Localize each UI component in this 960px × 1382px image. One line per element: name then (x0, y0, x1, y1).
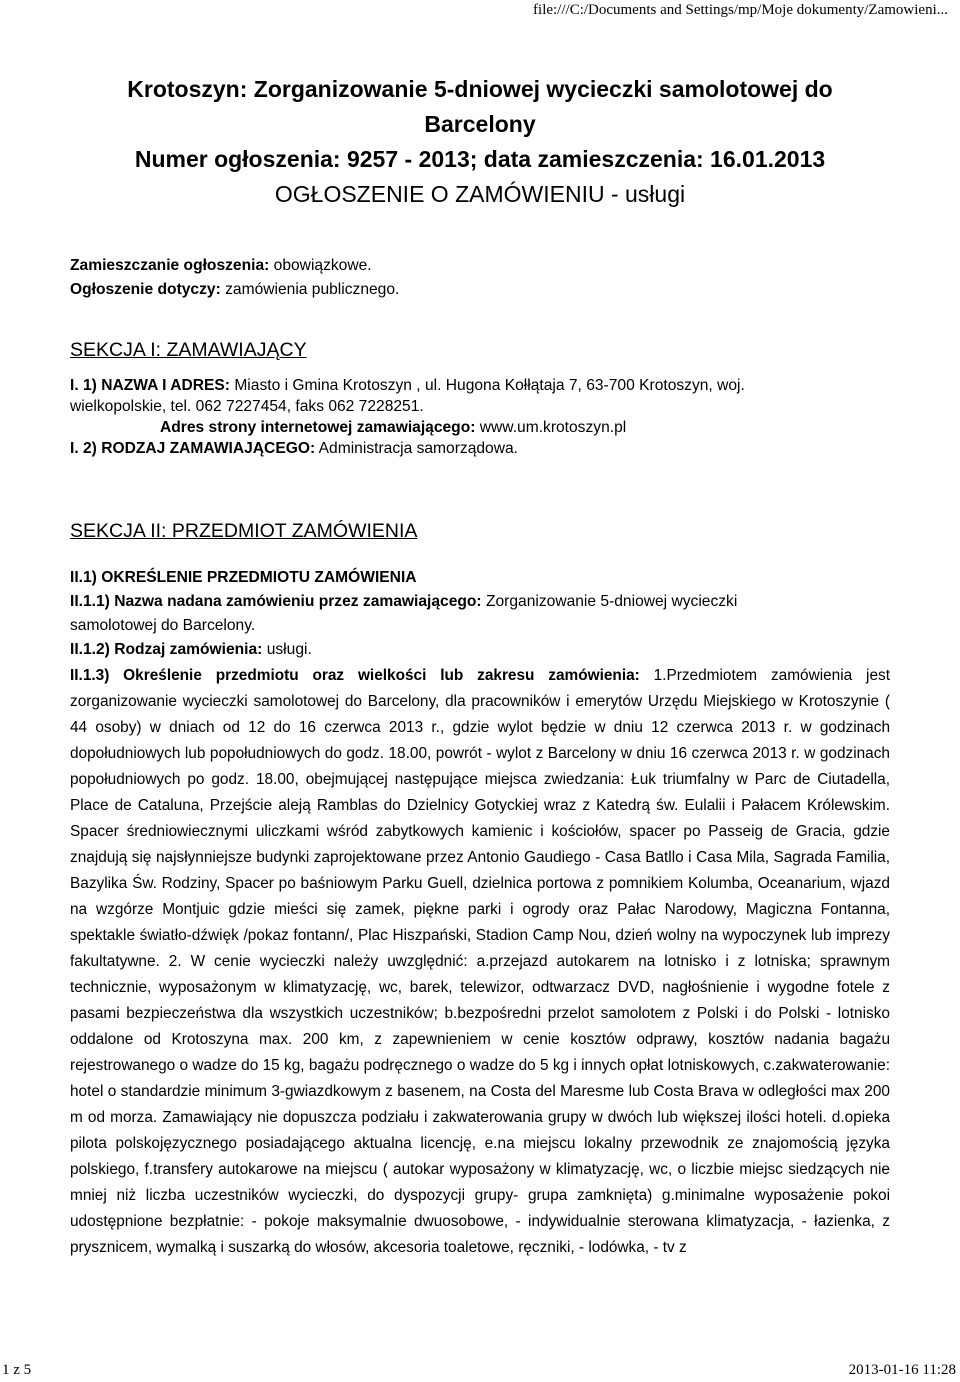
buyer-website-label: Adres strony internetowej zamawiającego: (160, 419, 476, 436)
order-scope-text: 1.Przedmiotem zamówienia jest zorganizowanie wycieczki samolotowej do Barcelony, dla pracowników i emerytów Urzędu Miejskiego w Krotoszynie ( 44 osoby) w dniach od 12 do 16 czerwca 2013 r., gdzie wylot będzie w dniu 12 czerwca 2013 r. w godzinach dopołudniowych lub popołudniowych do godz. 18.00, powrót - wylot z Barcelony w dniu 16 czerwca 2013 r. w godzinach popołudniowych po godz. 18.00, obejmującej następujące miejsca zwiedzania: Łuk triumfalny w Parc de Ciutadella, Place de Cataluna, Przejście aleją Ramblas do Dzielnicy Gotyckiej wraz z Katedrą św. Eulalii i Pałacem Królewskim. Spacer średniowiecznymi uliczkami wśród zabytkowych kamienic i kościołów, spacer po Passeig de Gracia, gdzie znajdują się najsłynniejsze budynki zaprojektowane przez Antonio Gaudiego - Casa Batllo i Casa Mila, Sagrada Familia, Bazylika Św. Rodziny, Spacer po baśniowym Parku Guell, dzielnica portowa z pomnikiem Kolumba, Oceanarium, wjazd na wzgórze Montjuic gdzie mieści się zamek, piękne parki i ogrody oraz Pałac Narodowy, Magiczna Fontanna, spektakle światło-dźwięk /pokaz fontann/, Plac Hiszpański, Stadion Camp Nou, dzień wolny na wypoczynek lub imprezy fakultatywne. 2. W cenie wycieczki należy uwzględnić: a.przejazd autokarem na lotnisko i z lotniska; sprawnym technicznie, wyposażonym w klimatyzację, wc, barek, telewizor, odtwarzacz DVD, nagłośnienie i wygodne fotele z pasami bezpieczeństwa dla wszystkich uczestników; b.bezpośredni przelot samolotem z Polski i do Polski - lotnisko oddalone od Krotoszyna max. 200 km, z zapewnieniem w cenie kosztów odprawy, kosztów nadania bagażu rejestrowanego o wadze do 15 kg, bagażu podręcznego o wadze do 5 kg i innych opłat lotniskowych, c.zakwaterowanie: hotel o standardzie minimum 3-gwiazdkowym z basenem, na Costa del Maresme lub Costa Brava w odległości max 200 m od morza. Zamawiający nie dopuszcza podziału i zakwaterowania grupy w dwóch lub większej ilości hoteli. d.opieka pilota polskojęzycznego posiadającego aktualna licencję, e.na miejscu lokalny przewodnik ze znajomością języka polskiego, f.transfery autokarowe na miejscu ( autokar wyposażony w klimatyzację, wc, o liczbie miejsc siedzących nie mniej niż liczba uczestników wycieczki, do dyspozycji grupy- grupa zamknięta) g.minimalne wyposażenie pokoi udostępnione bezpłatnie: - pokoje maksymalnie dwuosobowe, - indywidualnie sterowana klimatyzacja, - łazienka, z prysznicem, wymalką i suszarką do włosów, akcesoria toaletowe, ręczniki, - lodówka, - tv z (70, 667, 890, 1256)
placement-label: Zamieszczanie ogłoszenia: (70, 257, 270, 274)
browser-footer (0, 1362, 960, 1382)
section-1-heading: SEKCJA I: ZAMAWIAJĄCY (70, 339, 307, 361)
section-1-heading-block (70, 337, 890, 363)
order-name-line (70, 590, 890, 614)
buyer-type-label: I. 2) RODZAJ ZAMAWIAJĄCEGO: (70, 440, 316, 457)
page-indicator: 1 z 5 (2, 1362, 32, 1378)
section-2-body (70, 566, 890, 1261)
order-kind-value: usługi. (262, 641, 312, 658)
buyer-name-value: Miasto i Gmina Krotoszyn , ul. Hugona Kołłątaja 7, 63-700 Krotoszyn, woj. (229, 377, 745, 394)
print-timestamp: 2013-01-16 11:28 (848, 1362, 956, 1378)
concerns-label: Ogłoszenie dotyczy: (70, 281, 221, 298)
browser-header-path: file:///C:/Documents and Settings/mp/Moje dokumenty/Zamowieni... (533, 2, 948, 18)
concerns-value: zamówienia publicznego. (220, 281, 400, 298)
announcement-type: OGŁOSZENIE O ZAMÓWIENIU - usługi (274, 181, 686, 207)
order-name-label: II.1.1) Nazwa nadana zamówieniu przez zamawiającego: (70, 593, 482, 610)
buyer-contact-line: wielkopolskie, tel. 062 7227454, faks 062 7228251. (70, 398, 424, 415)
concerns-line (70, 278, 890, 302)
buyer-website-line (70, 417, 890, 438)
buyer-type-line (70, 438, 890, 459)
buyer-website-value: www.um.krotoszyn.pl (475, 419, 627, 436)
order-kind-line (70, 638, 890, 662)
buyer-type-value: Administracja samorządowa. (315, 440, 518, 457)
order-scope-label: II.1.3) Określenie przedmiotu oraz wielkości lub zakresu zamówienia: (70, 667, 640, 684)
buyer-name-line (70, 375, 890, 396)
title-line-1: Krotoszyn: Zorganizowanie 5-dniowej wycieczki samolotowej do (127, 76, 833, 102)
order-kind-label: II.1.2) Rodzaj zamówienia: (70, 641, 263, 658)
document-title (70, 72, 890, 212)
section-2-subheading: II.1) OKREŚLENIE PRZEDMIOTU ZAMÓWIENIA (70, 569, 417, 586)
order-name-line-2: samolotowej do Barcelony. (70, 617, 256, 634)
placement-value: obowiązkowe. (269, 257, 372, 274)
order-name-value: Zorganizowanie 5-dniowej wycieczki (481, 593, 738, 610)
section-1-body (70, 375, 890, 459)
section-2-heading-block (70, 518, 890, 544)
section-2-heading: SEKCJA II: PRZEDMIOT ZAMÓWIENIA (70, 520, 418, 542)
order-scope-paragraph (70, 663, 890, 1261)
placement-line (70, 254, 890, 278)
announcement-number: Numer ogłoszenia: 9257 - 2013; data zamieszczenia: 16.01.2013 (134, 146, 826, 172)
meta-block (70, 254, 890, 302)
title-line-2: Barcelony (424, 111, 536, 137)
buyer-name-label: I. 1) NAZWA I ADRES: (70, 377, 230, 394)
